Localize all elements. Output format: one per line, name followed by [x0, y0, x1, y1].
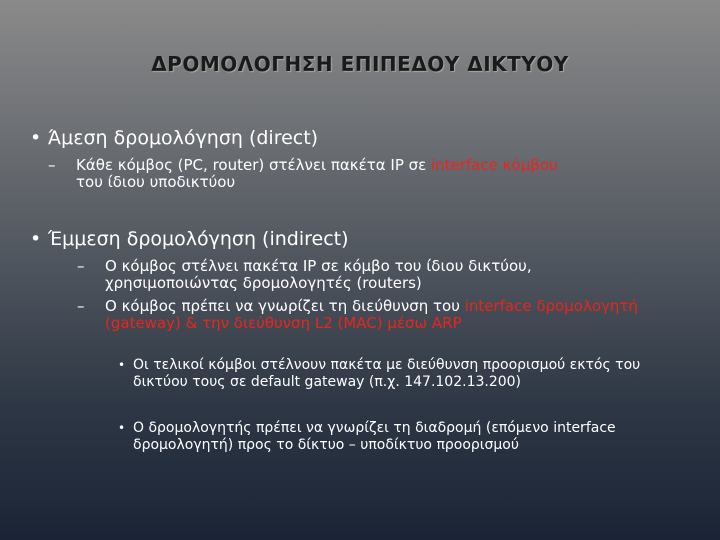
sub-bullet-indirect-2 [77, 297, 665, 332]
dash-marker: – [48, 156, 56, 174]
bullet-marker: • [118, 421, 126, 435]
sub-bullet-text: Ο κόμβος πρέπει να γνωρίζει τη διεύθυνση του [105, 297, 465, 315]
subsub-bullet-2 [118, 420, 693, 454]
highlight-text: interface κόμβου [431, 156, 558, 174]
highlight-text: interface δρομολογητή (gateway) & την διεύθυνση L2 (MAC) μέσω ARP [105, 297, 638, 332]
bullet-indirect-text: Έμμεση δρομολόγηση (indirect) [48, 228, 349, 250]
subsub-bullet-text: Οι τελικοί κόμβοι στέλνουν πακέτα με διεύθυνση προορισμού εκτός του δικτύου τους σε default gateway (π.χ. 147.102.13.200) [133, 357, 641, 390]
subsub-bullet-text: Ο δρομολογητής πρέπει να γνωρίζει τη διαδρομή (επόμενο interface δρομολογητή) προς το δίκτυο – υποδίκτυο προορισμού [133, 420, 616, 453]
dash-marker: – [77, 257, 85, 275]
bullet-direct-text: Άμεση δρομολόγηση (direct) [48, 127, 319, 149]
sub-bullet-indirect-1 [77, 257, 625, 292]
slide-title: ΔΡΟΜΟΛΟΓΗΣΗ ΕΠΙΠΕΔΟΥ ΔΙΚΤΥΟΥ [151, 52, 569, 76]
bullet-direct [30, 127, 319, 149]
bullet-marker: • [30, 228, 42, 250]
bullet-marker: • [30, 127, 42, 149]
bullet-indirect [30, 228, 349, 250]
dash-marker: – [77, 297, 85, 315]
sub-bullet-text-cont: του ίδιου υποδικτύου [76, 173, 236, 191]
sub-bullet-text: Κάθε κόμβος (PC, router) στέλνει πακέτα IP σε [76, 156, 432, 174]
sub-bullet-direct-1 [48, 156, 716, 191]
subsub-bullet-1 [118, 357, 693, 391]
bullet-marker: • [118, 358, 126, 372]
sub-bullet-text: Ο κόμβος στέλνει πακέτα IP σε κόμβο του ίδιου δικτύου, χρησιμοποιώντας δρομολογητές (routers) [105, 257, 532, 292]
